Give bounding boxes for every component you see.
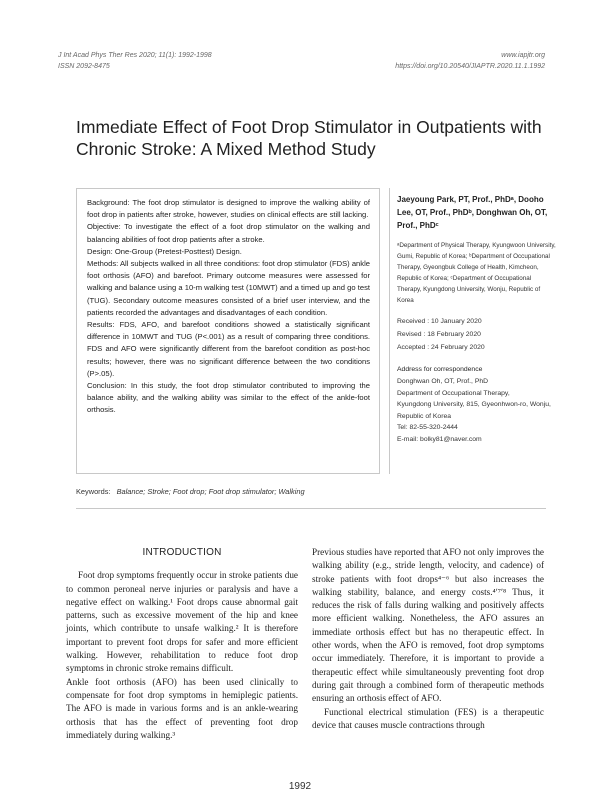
- keywords-value: Balance; Stroke; Foot drop; Foot drop stimulator; Walking: [116, 487, 305, 496]
- journal-url[interactable]: www.iapjtr.org: [501, 52, 545, 59]
- section-rule: [76, 508, 546, 509]
- correspondence-email[interactable]: E-mail: bolky81@naver.com: [397, 435, 482, 443]
- intro-paragraph-1: Foot drop symptoms frequently occur in stroke patients due to common peroneal nerve injuries or paralysis and have a negative effect on walking.¹ Foot drops cause abnormal gait patterns, such as excessive movement of the hip and knee joints, which contribute to unsafe walking.² It is therefore important to prevent foot drops for safer and more efficient walking. However, rehabilitation to reduce foot drop symptoms in chronic stroke remains difficult.: [66, 570, 298, 674]
- abstract-box: [76, 188, 380, 474]
- author-panel: [397, 193, 557, 445]
- correspondence-address: Kyungdong University, 815, Gyeonhwon-ro, Wonju, Republic of Korea: [397, 401, 551, 420]
- abstract-conclusion: Conclusion: In this study, the foot drop stimulator contributed to improving the balance ability, and the walking ability was similar to the effect of the ankle-foot orthosis.: [87, 381, 370, 415]
- date-revised: Revised : 18 February 2020: [397, 331, 481, 338]
- body-column-left: [66, 546, 298, 742]
- abstract-methods: Methods: All subjects walked in all three conditions: foot drop stimulator (FDS) ankle foot orthosis (AFO) and barefoot. Primary outcome measures were assessed for walking and balance using a 10-m walking test (10MWT) and a timed up and go test (TUG). Secondary outcome measures consisted of a brief user interview, and the patients recorded the advantages and disadvantages of each condition.: [87, 259, 370, 317]
- correspondence-heading: Address for correspondence: [397, 366, 483, 373]
- journal-links: [395, 50, 545, 72]
- introduction-heading: INTRODUCTION: [142, 547, 222, 558]
- intro-paragraph-3: Previous studies have reported that AFO not only improves the walking ability (e.g., stride length, velocity, and cadence) of stroke patients with foot drops⁴⁻⁶ but also increases the walking stability, balance, and energy costs.⁴ʹ⁷ʹ⁸ Thus, it reduces the risk of falls during walking and positively affects more efficient walking. Nonetheless, the AFO assures an immediate orthosis effect but has no therapeutic effect. In other words, when the AFO is removed, foot drop symptoms occur immediately. Therefore, it is important to provide a therapeutic effect while simultaneously preventing foot drop during gait through a combined form of therapeutic methods ensuring an orthosis effect of AFO.: [312, 547, 544, 704]
- intro-paragraph-2: Ankle foot orthosis (AFO) has been used clinically to compensate for foot drop symptoms in hemiplegic patients. The AFO is made in various forms and is an ankle-wearing orthosis that has the effect of preventing foot drop immediately during walking.³: [66, 676, 298, 740]
- journal-header: [58, 50, 212, 72]
- date-received: Received : 10 January 2020: [397, 318, 482, 325]
- keywords-label: Keywords:: [76, 487, 111, 496]
- author-affiliations: ᵃDepartment of Physical Therapy, Kyungwoon University, Gumi, Republic of Korea; ᵇDepartment of Occupational Therapy, Gyeongbuk College of Health, Kimcheon, Republic of Korea; ᶜDepartment of Occupational Therapy, Kyungdong University, Wonju, Republic of Korea: [397, 242, 556, 304]
- correspondence-department: Department of Occupational Therapy,: [397, 389, 510, 397]
- author-names: Jaeyoung Park, PT, Prof., PhDᵃ, Dooho Lee, OT, Prof., PhDᵇ, Donghwan Oh, OT, Prof., PhDᶜ: [397, 195, 548, 230]
- date-accepted: Accepted : 24 February 2020: [397, 344, 485, 351]
- abstract-results: Results: FDS, AFO, and barefoot conditions showed a statistically significant difference in 10MWT and TUG (P<.001) as a result of comparing three conditions. FDS and AFO were significantly different from the barefoot condition as post-hoc results; however, there was no significant difference between the two conditions (P>.05).: [87, 320, 370, 378]
- abstract-background: Background: The foot drop stimulator is designed to improve the walking ability of foot drop in patients after stroke, however, studies on clinical effects are still lacking.: [87, 198, 370, 220]
- column-divider: [389, 188, 390, 474]
- body-column-right: [312, 546, 544, 732]
- article-dates: [397, 315, 557, 354]
- journal-issn: ISSN 2092-8475: [58, 63, 110, 70]
- abstract-objective: Objective: To investigate the effect of a foot drop stimulator on the walking and balancing abilities of foot drop patients after a stroke.: [87, 222, 370, 244]
- intro-paragraph-4: Functional electrical stimulation (FES) is a therapeutic device that causes muscle contractions through: [312, 706, 544, 730]
- keywords-line: [76, 487, 305, 496]
- correspondence-name: Donghwan Oh, OT, Prof., PhD: [397, 378, 489, 385]
- article-doi[interactable]: https://doi.org/10.20540/JIAPTR.2020.11.1.1992: [395, 63, 545, 70]
- correspondence-tel: Tel: 82-55-320-2444: [397, 424, 458, 431]
- abstract-design: Design: One-Group (Pretest-Posttest) Design.: [87, 246, 242, 256]
- article-title: Immediate Effect of Foot Drop Stimulator in Outpatients with Chronic Stroke: A Mixed Method Study: [76, 117, 542, 159]
- page-number: 1992: [288, 781, 312, 792]
- journal-citation: J Int Acad Phys Ther Res 2020; 11(1): 1992-1998: [58, 52, 212, 59]
